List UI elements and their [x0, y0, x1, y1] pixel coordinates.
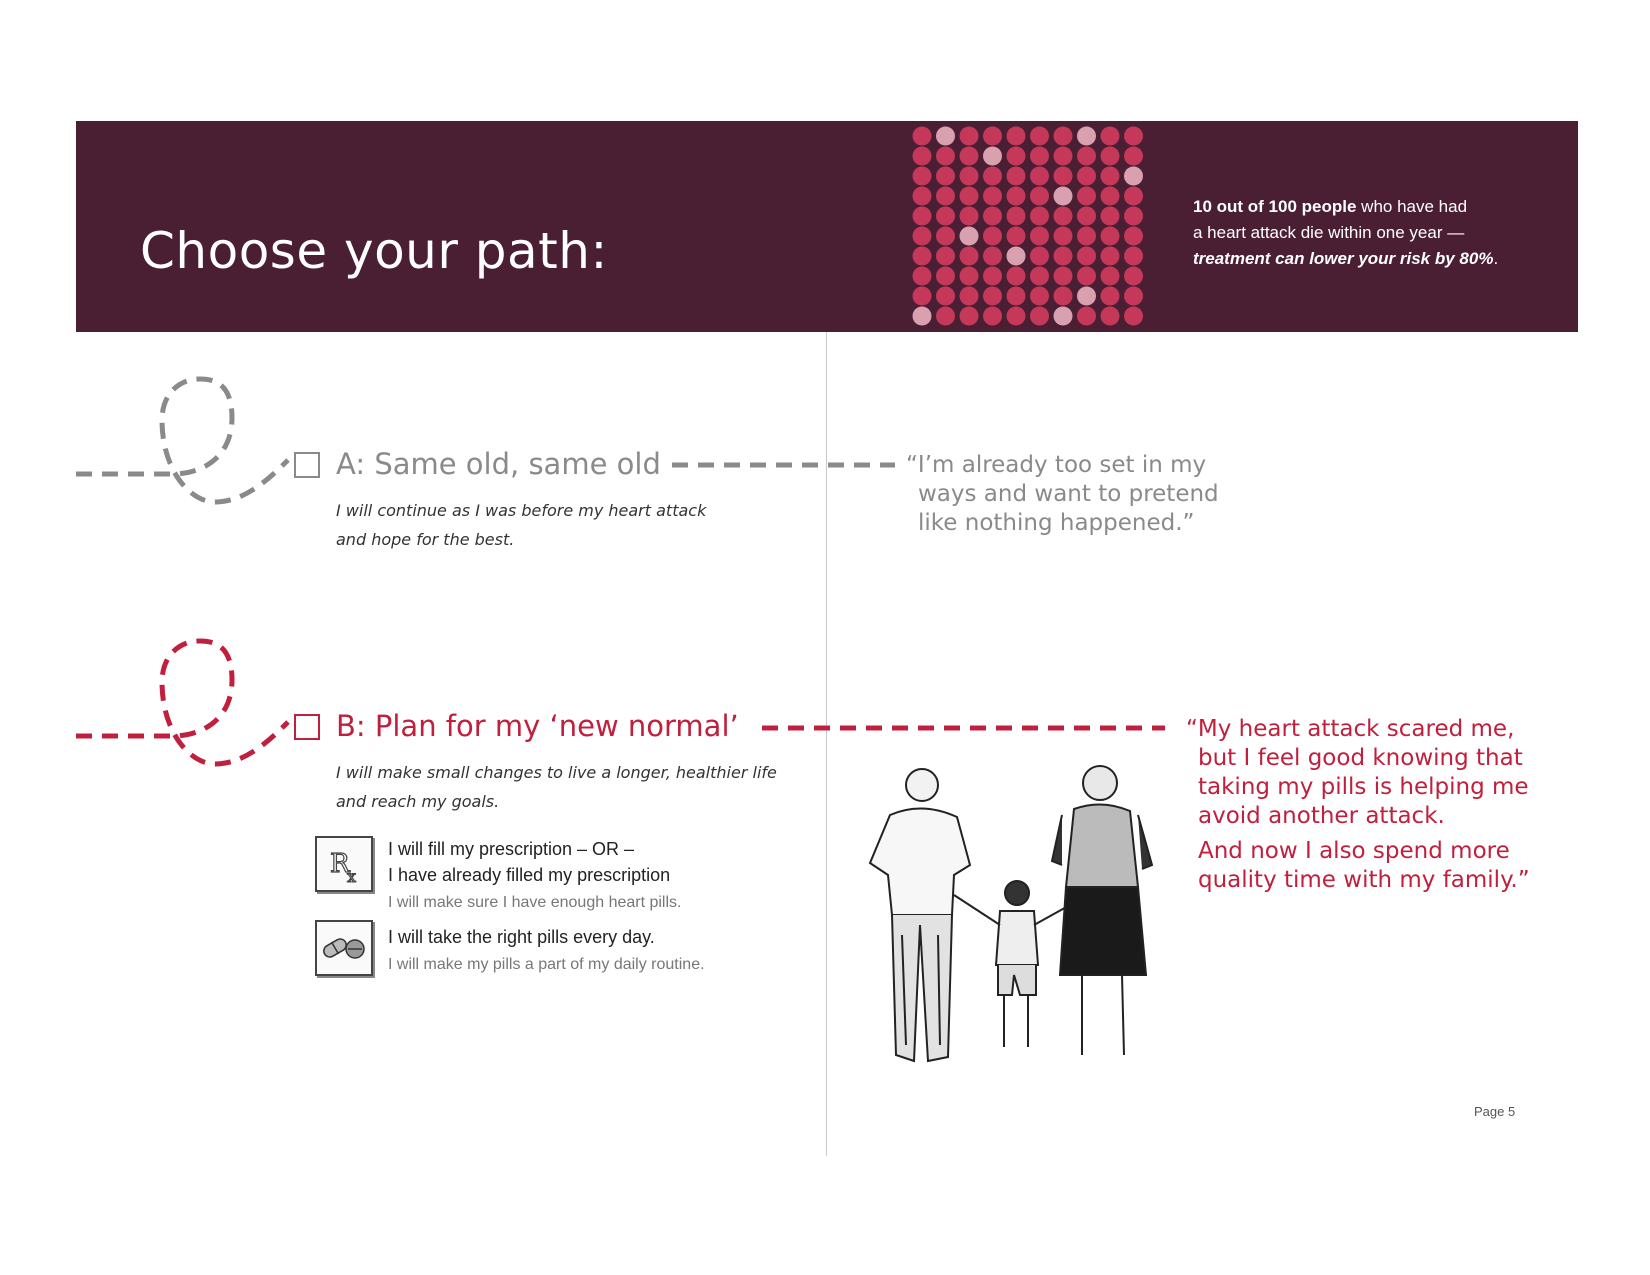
grid-person-dot — [1124, 127, 1143, 146]
stat-bold: 10 out of 100 people — [1193, 197, 1357, 216]
grid-person-dot — [983, 167, 1002, 186]
pills-icon — [315, 920, 373, 976]
grid-person-dot — [936, 147, 955, 166]
grid-person-dot — [1054, 207, 1073, 226]
grid-person-dot — [913, 127, 932, 146]
option-b-checkbox[interactable] — [294, 714, 320, 740]
grid-person-dot-highlighted — [1077, 287, 1096, 306]
grid-person-dot — [1077, 227, 1096, 246]
svg-text:x: x — [347, 867, 357, 886]
grid-person-dot-highlighted — [960, 227, 979, 246]
grid-person-dot-highlighted — [1077, 127, 1096, 146]
stat-emphasis: treatment can lower your risk by 80% — [1193, 249, 1494, 268]
grid-person-dot — [1101, 167, 1120, 186]
grid-person-dot — [1054, 167, 1073, 186]
grid-person-dot — [1101, 287, 1120, 306]
grid-person-dot — [983, 267, 1002, 286]
path-a-line — [76, 379, 895, 502]
grid-person-dot — [1101, 127, 1120, 146]
page-title: Choose your path: — [140, 222, 608, 280]
grid-person-dot — [1030, 267, 1049, 286]
option-b-desc-line2: and reach my goals. — [336, 792, 500, 811]
grid-person-dot-highlighted — [1054, 307, 1073, 326]
option-b-quote-line5: And now I also spend more — [1198, 838, 1510, 864]
grid-person-dot-highlighted — [1124, 167, 1143, 186]
grid-person-dot — [936, 307, 955, 326]
stat-line2: a heart attack die within one year — — [1193, 223, 1465, 242]
rx-icon — [315, 836, 373, 892]
option-b-description — [336, 758, 806, 816]
grid-person-dot — [1007, 287, 1026, 306]
grid-person-dot — [1077, 187, 1096, 206]
grid-person-dot-highlighted — [983, 147, 1002, 166]
grid-person-dot — [983, 207, 1002, 226]
grid-person-dot — [983, 127, 1002, 146]
grid-person-dot — [1077, 167, 1096, 186]
grid-person-dot — [1077, 147, 1096, 166]
grid-person-dot — [1077, 207, 1096, 226]
option-a-description — [336, 496, 776, 554]
grid-person-dot — [1007, 167, 1026, 186]
grid-person-dot — [1030, 167, 1049, 186]
grid-person-dot — [913, 187, 932, 206]
grid-person-dot — [1030, 287, 1049, 306]
grid-person-dot — [1030, 207, 1049, 226]
grid-person-dot — [936, 167, 955, 186]
grid-person-dot — [1054, 287, 1073, 306]
grid-person-dot — [1077, 267, 1096, 286]
option-a-quote-line3: like nothing happened.” — [918, 510, 1195, 536]
grid-person-dot — [936, 187, 955, 206]
grid-person-dot — [1007, 207, 1026, 226]
grid-person-dot — [1124, 247, 1143, 266]
grid-person-dot — [1030, 227, 1049, 246]
grid-person-dot — [960, 187, 979, 206]
svg-text:R: R — [330, 849, 350, 879]
option-b-desc-line1: I will make small changes to live a longer, healthier life — [336, 763, 777, 782]
grid-person-dot — [913, 167, 932, 186]
statistic-text — [1193, 194, 1513, 272]
grid-person-dot — [936, 287, 955, 306]
grid-person-dot — [1124, 287, 1143, 306]
grid-person-dot — [936, 227, 955, 246]
grid-person-dot — [1030, 307, 1049, 326]
page-fold-divider — [826, 332, 827, 1156]
grid-person-dot — [960, 207, 979, 226]
grid-person-dot — [960, 247, 979, 266]
grid-person-dot — [1007, 227, 1026, 246]
grid-person-dot — [1101, 187, 1120, 206]
option-b-quote-line1: “My heart attack scared me, — [1186, 716, 1515, 742]
grid-person-dot — [1124, 227, 1143, 246]
grid-person-dot — [913, 287, 932, 306]
family-walking-illustration — [862, 765, 1182, 1085]
grid-person-dot — [1054, 147, 1073, 166]
grid-person-dot — [1007, 127, 1026, 146]
grid-person-dot — [1124, 187, 1143, 206]
option-b-heading: B: Plan for my ‘new normal’ — [336, 709, 739, 743]
grid-person-dot — [983, 247, 1002, 266]
grid-person-dot — [1101, 267, 1120, 286]
people-icon-grid — [910, 126, 1145, 326]
grid-person-dot — [960, 147, 979, 166]
page-number: Page 5 — [1474, 1104, 1516, 1119]
prescription-line3: I will make sure I have enough heart pills. — [388, 894, 682, 911]
grid-person-dot — [983, 307, 1002, 326]
grid-person-dot — [1101, 207, 1120, 226]
grid-person-dot-highlighted — [1007, 247, 1026, 266]
grid-person-dot — [960, 167, 979, 186]
stat-end: . — [1493, 249, 1499, 268]
option-b-quote-line3: taking my pills is helping me — [1198, 774, 1529, 800]
option-a-heading: A: Same old, same old — [336, 447, 661, 481]
grid-person-dot — [1007, 187, 1026, 206]
grid-person-dot — [960, 127, 979, 146]
grid-person-dot — [1054, 247, 1073, 266]
grid-person-dot — [1101, 147, 1120, 166]
grid-person-dot — [936, 267, 955, 286]
grid-person-dot — [983, 287, 1002, 306]
option-a-quote — [906, 451, 1219, 538]
path-b-line — [76, 641, 1165, 764]
prescription-item — [388, 836, 681, 916]
grid-person-dot-highlighted — [913, 307, 932, 326]
grid-person-dot — [1007, 267, 1026, 286]
grid-person-dot — [913, 207, 932, 226]
grid-person-dot — [983, 227, 1002, 246]
prescription-line1: I will fill my prescription – OR – — [388, 839, 635, 859]
option-a-checkbox[interactable] — [294, 452, 320, 478]
grid-person-dot — [1054, 267, 1073, 286]
grid-person-dot — [1124, 147, 1143, 166]
grid-person-dot-highlighted — [1054, 187, 1073, 206]
grid-person-dot — [1030, 127, 1049, 146]
grid-person-dot — [1124, 207, 1143, 226]
grid-person-dot — [936, 247, 955, 266]
option-a-desc-line1: I will continue as I was before my heart attack — [336, 501, 707, 520]
grid-person-dot — [1101, 227, 1120, 246]
option-a-quote-line1: “I’m already too set in my — [906, 452, 1207, 478]
grid-person-dot — [913, 267, 932, 286]
grid-person-dot — [1124, 267, 1143, 286]
grid-person-dot — [1077, 247, 1096, 266]
grid-person-dot — [960, 287, 979, 306]
grid-person-dot — [960, 267, 979, 286]
option-b-quote-line2: but I feel good knowing that — [1198, 745, 1523, 771]
grid-person-dot — [913, 147, 932, 166]
grid-person-dot — [960, 307, 979, 326]
grid-person-dot — [913, 227, 932, 246]
daily-pills-line1: I will take the right pills every day. — [388, 927, 655, 947]
grid-person-dot — [1030, 187, 1049, 206]
grid-person-dot — [1054, 127, 1073, 146]
stat-rest: who have had — [1356, 197, 1468, 216]
option-b-quote — [1186, 715, 1530, 895]
grid-person-dot — [1101, 307, 1120, 326]
grid-person-dot — [1124, 307, 1143, 326]
daily-pills-line2: I will make my pills a part of my daily routine. — [388, 956, 705, 973]
option-a-desc-line2: and hope for the best. — [336, 530, 515, 549]
grid-person-dot — [936, 207, 955, 226]
option-a-quote-line2: ways and want to pretend — [918, 481, 1219, 507]
grid-person-dot — [1101, 247, 1120, 266]
option-b-quote-line4: avoid another attack. — [1198, 803, 1445, 829]
grid-person-dot — [1007, 307, 1026, 326]
grid-person-dot — [1030, 247, 1049, 266]
grid-person-dot — [983, 187, 1002, 206]
grid-person-dot — [913, 247, 932, 266]
grid-person-dot — [1054, 227, 1073, 246]
grid-person-dot-highlighted — [936, 127, 955, 146]
grid-person-dot — [1007, 147, 1026, 166]
daily-pills-item — [388, 924, 705, 978]
grid-person-dot — [1030, 147, 1049, 166]
option-b-quote-line6: quality time with my family.” — [1198, 867, 1530, 893]
grid-person-dot — [1077, 307, 1096, 326]
prescription-line2: I have already filled my prescription — [388, 865, 671, 885]
